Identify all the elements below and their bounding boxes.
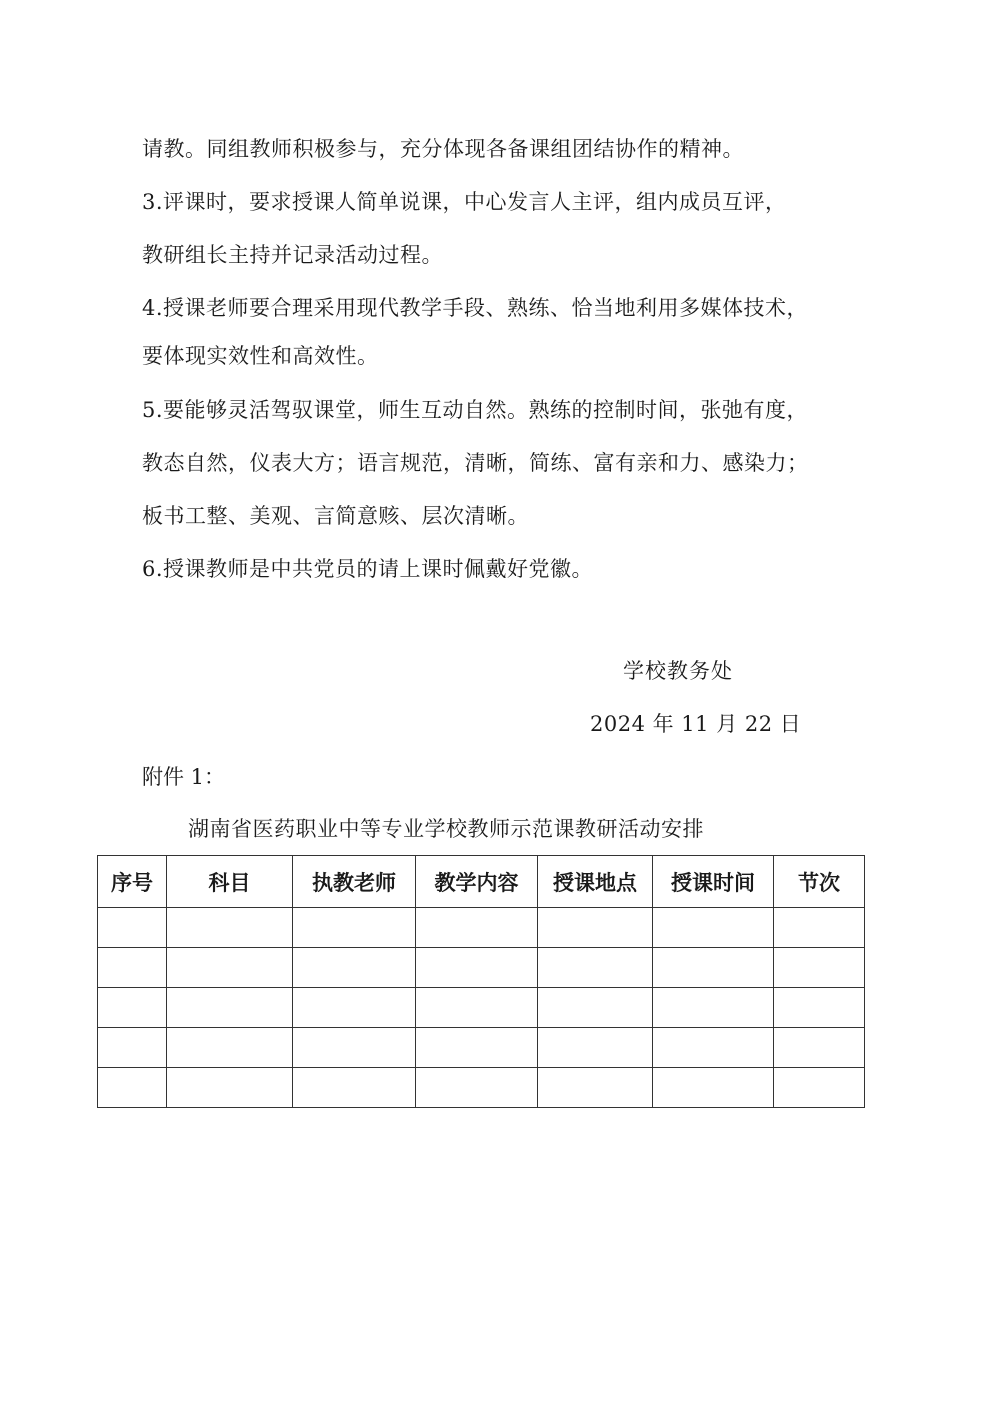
table-cell [98, 1028, 167, 1068]
header-cell-teacher: 执教老师 [293, 856, 416, 908]
table-cell [774, 948, 865, 988]
header-cell-subject: 科目 [167, 856, 293, 908]
table-cell [98, 908, 167, 948]
paragraph-line-3: 教研组长主持并记录活动过程。 [142, 243, 443, 267]
table-cell [167, 908, 293, 948]
table-cell [774, 1068, 865, 1108]
table-cell [293, 908, 416, 948]
table-cell [774, 988, 865, 1028]
schedule-table [97, 855, 865, 1108]
table-cell [653, 948, 774, 988]
table-row [98, 948, 865, 988]
table-cell [416, 948, 538, 988]
table-cell [416, 988, 538, 1028]
table-cell [98, 1068, 167, 1108]
table-cell [293, 988, 416, 1028]
header-cell-period: 节次 [774, 856, 865, 908]
table-cell [98, 948, 167, 988]
paragraph-line-5: 要体现实效性和高效性。 [142, 344, 379, 368]
table-cell [538, 1028, 653, 1068]
table-row [98, 988, 865, 1028]
paragraph-line-4: 4.授课老师要合理采用现代教学手段、熟练、恰当地利用多媒体技术， [142, 296, 809, 320]
table-cell [167, 1028, 293, 1068]
attachment-label: 附件 1： [142, 765, 226, 789]
table-cell [653, 908, 774, 948]
table-cell [416, 1068, 538, 1108]
table-cell [538, 948, 653, 988]
paragraph-line-9: 6.授课教师是中共党员的请上课时佩戴好党徽。 [142, 557, 594, 581]
paragraph-line-6: 5.要能够灵活驾驭课堂，师生互动自然。熟练的控制时间，张弛有度， [142, 398, 809, 422]
table-cell [653, 988, 774, 1028]
table-cell [167, 948, 293, 988]
table-cell [167, 988, 293, 1028]
header-cell-location: 授课地点 [538, 856, 653, 908]
table-cell [167, 1068, 293, 1108]
table-cell [653, 1068, 774, 1108]
table-row [98, 908, 865, 948]
table-cell [416, 908, 538, 948]
table-row [98, 1068, 865, 1108]
table-cell [538, 908, 653, 948]
table-cell [538, 988, 653, 1028]
table-cell [774, 1028, 865, 1068]
paragraph-line-7: 教态自然，仪表大方；语言规范，清晰，简练、富有亲和力、感染力； [142, 451, 809, 475]
table-cell [293, 948, 416, 988]
table-row [98, 1028, 865, 1068]
table-cell [538, 1068, 653, 1108]
paragraph-line-2: 3.评课时，要求授课人简单说课，中心发言人主评，组内成员互评， [142, 190, 787, 214]
table-cell [416, 1028, 538, 1068]
signature-organization: 学校教务处 [623, 659, 733, 683]
table-cell [98, 988, 167, 1028]
paragraph-line-1: 请教。同组教师积极参与，充分体现各备课组团结协作的精神。 [142, 137, 744, 161]
table-cell [293, 1068, 416, 1108]
table-cell [774, 908, 865, 948]
header-cell-content: 教学内容 [416, 856, 538, 908]
signature-date: 2024 年 11 月 22 日 [590, 712, 802, 736]
header-cell-time: 授课时间 [653, 856, 774, 908]
table-cell [653, 1028, 774, 1068]
header-cell-index: 序号 [98, 856, 167, 908]
table-title: 湖南省医药职业中等专业学校教师示范课教研活动安排 [188, 817, 704, 841]
table-header-row [98, 856, 865, 908]
table-cell [293, 1028, 416, 1068]
paragraph-line-8: 板书工整、美观、言简意赅、层次清晰。 [142, 504, 529, 528]
